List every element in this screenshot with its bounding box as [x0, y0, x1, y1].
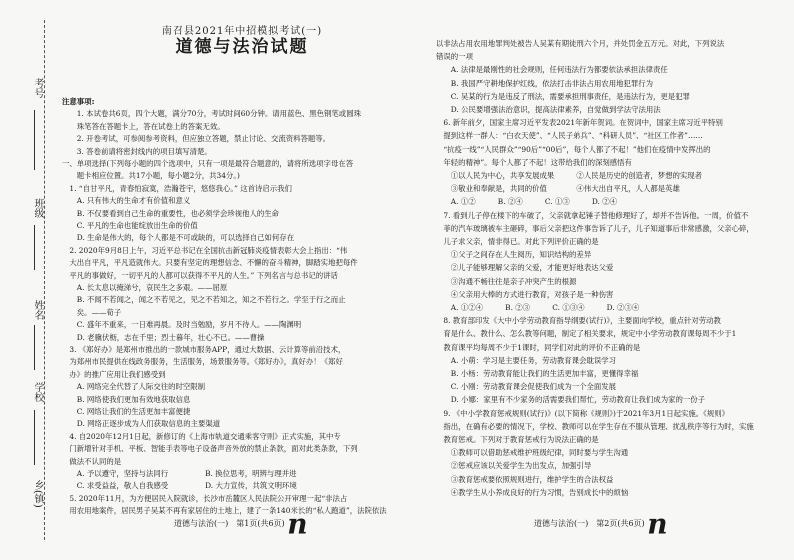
text-line: 1. “自甘平凡，青春怕寂寞，浩瀚苍宇，悠悠我心。” 这首诗启示我们 — [62, 183, 292, 193]
name-blank — [34, 325, 35, 370]
text-line: 2. 2020年9月8日上午，习近平总书记在全国抗击新冠肺炎疫情表彰大会上指出：“伟 — [62, 245, 348, 255]
text-line: A. ①② B. ②④ C. ①③ D. ②④ — [436, 197, 618, 207]
text-line: B. 我国严守耕地保护红线，依法打击非法占用农用地犯罪行为 — [436, 78, 654, 88]
text-line: C. 吴某的行为是违反了刑法，需要承担刑事责任，是违法行为，更是犯罪 — [436, 91, 690, 101]
text-line: A. 予以遵守，坚持与法同行 B. 换位思考，明辨与理并进 — [62, 469, 297, 478]
text-line: ①父子之间存在人生阅历，知识结构的差异 — [436, 250, 592, 260]
text-line: 大出自平凡，平凡造就伟大。只要有坚定的理想信念、不懈的奋斗精神，脚踏实地把每件 — [62, 258, 358, 268]
text-line: C. 盛年不重来，一日难再晨。及时当勉励，岁月不待人。——陶渊明 — [62, 320, 302, 330]
exam-number-label: 考号 — [32, 78, 43, 98]
text-line: ①以人民为中心，共享发展成果 ②人民是历史的创造者，梦想的实现者 — [436, 171, 703, 180]
text-line: C. 小刚：劳动教育课会促使我们成为一个全面发展 — [436, 382, 617, 392]
text-line: 9. 《中小学教育惩戒规则(试行)》(以下简称《规则》)于2021年3月1日起实施。《规则》 — [436, 408, 730, 418]
text-line: 指出，在确有必要的情况下，学校、教师可以在学生存在不服从管理、扰乱秩序等行为时，实施 — [436, 421, 754, 431]
text-line: D. 网络正逐步成为人们获取信息的主要渠道 — [62, 419, 221, 429]
text-line: 以非法占用农用地罪判处被告人吴某有期徒刑六个月，并处罚金五万元。对此，下列说法 — [436, 39, 725, 48]
text-line: A. 长太息以掩涕兮，哀民生之多艰。——屈原 — [62, 283, 228, 292]
text-line: D. 小娜：家里有不少家务的活需要我们帮忙，劳动教育让我们成为家的一份子 — [436, 395, 706, 405]
text-line: 教育惩戒。下列对于教育惩戒行为说法正确的是 — [436, 435, 599, 444]
page-2-footer — [534, 507, 668, 541]
exam-number-blank — [34, 110, 35, 170]
school-label: 学校 — [32, 382, 43, 402]
text-line: B. 不仅要看到自己生命的重要性，也必须学会珍视他人的生命 — [62, 208, 280, 218]
text-line: A. 法律是最刚性的社会规则，任何违法行为都要依法承担法律责任 — [436, 65, 668, 75]
page-2 — [436, 0, 784, 560]
text-line: 6. 新年前夕，国家主席习近平发表2021年新年贺词。在贺词中，国家主席习近平特别 — [436, 118, 723, 128]
text-line: 做法不认同的是 — [62, 456, 122, 466]
text-line: ④教学生从小养成良好的行为习惯，告别成长中的烦恼 — [436, 487, 629, 497]
text-line: D. 公民要增强法治意识，提高法律素养，自觉做到学法守法用法 — [436, 105, 661, 114]
text-line: 菲的汽车玻璃被车主砸碎，事后父亲把这件事告诉了儿子，儿子知道事后非常感激，父亲心碎， — [436, 223, 754, 233]
text-line: 为郑州市民提供在线政务服务，生活服务，场景服务等。《郑好办》，真好办！《郑好 — [62, 357, 343, 367]
text-line: ④父亲用大棒的方式进行教育，对孩子是一种伤害 — [436, 289, 614, 299]
text-line: 4. 自2020年12月1日起，新修订的《上海市轨道交通乘客守则》正式实施，其中专 — [62, 431, 341, 441]
class-label: 班级 — [32, 198, 43, 218]
text-line: 3. 《郑好办》是郑州市推出的一款城市服务APP，通过大数据、云计算等前沿技术， — [62, 345, 346, 354]
text-line: B. 小杨：劳动教育能让我们的生活更加丰富，更懂得幸福 — [436, 369, 639, 378]
text-line: A. 只有伟大的生命才有价值和意义 — [62, 196, 191, 206]
text-line: ①教师可以借助惩戒维护班级纪律，同时要与学生沟通 — [436, 448, 629, 458]
school-blank — [34, 410, 35, 465]
text-line: B. 网络使我们更加有效地获取信息 — [62, 394, 191, 404]
page-2-footer-text: 道德与法治(一) 第2页(共6页) — [534, 519, 645, 528]
page-1 — [62, 0, 422, 560]
class-blank — [34, 225, 35, 270]
text-line: 错误的一项 — [436, 52, 473, 62]
seal-line — [44, 20, 45, 540]
text-line: 注意事项: — [62, 97, 95, 106]
text-line: 5. 2020年11月，为方便居民入院就诊，长沙市岳麓区人民法院公开审理一起“非法占 — [62, 493, 348, 503]
text-line: 矣。——荀子 — [62, 307, 122, 317]
watermark-logo-2: n — [647, 507, 668, 541]
paper-title: 道德与法治试题 — [175, 37, 309, 57]
text-line: ③敬业和奉献是，共同的价值 ④伟大出自平凡，人人都是英雄 — [436, 184, 680, 194]
text-line: 8. 教育部印发《大中小学劳动教育指导纲要(试行)》，主要面向学校，重点针对劳动教 — [436, 316, 721, 326]
text-line: 年轻的精神”。每个人都了不起！这带给我们的深刻感悟有 — [436, 157, 632, 167]
text-line: 儿子求父亲，情非得已。对此下列评价正确的是 — [436, 237, 599, 246]
text-line: C. 平凡的生命也能绽放出生命的价值 — [62, 221, 198, 230]
binding-margin — [0, 0, 58, 560]
text-line: 一、单项选择(下列每小题的四个选项中，只有一项是最符合题意的，请将所选项字母在答 — [62, 159, 354, 168]
text-line: 题卡相应位置。共17小题，每小题2分，共34分。) — [62, 171, 240, 181]
page-1-footer-text: 道德与法治(一) 第1页(共6页) — [174, 519, 285, 528]
text-line: C. 求受益益，敬人自我感受 D. 大力宣传，共筑文明环境 — [62, 481, 297, 491]
text-line: D. 老骥伏枥，志在千里；烈士暮年，壮心不已。——曹操 — [62, 332, 265, 342]
text-line: ③沟通不畅往往是亲子冲突产生的根源 — [436, 276, 577, 286]
watermark-logo: n — [287, 507, 308, 541]
text-line: A. 小萌：学习是主要任务，劳动教育课会耽误学习 — [436, 355, 617, 365]
text-line: D. 生命是伟大的，每个人都是不可或缺的，可以选择自己如何存在 — [62, 233, 295, 243]
text-line: ②惩戒应该以关爱学生为出发点，加强引导 — [436, 461, 592, 471]
township-label: 乡(镇) — [32, 480, 43, 508]
text-line: “抗疫一线”“人民群众”“90后”“00后”，每个人都了不起！”他们在疫情中发挥出的 — [436, 144, 711, 154]
page-1-footer — [174, 507, 308, 541]
text-line: C. 网络让我们的生活更加丰富便捷 — [62, 407, 191, 416]
text-line: 珠笔答在答题卡上，答在试卷上的答案无效。 — [62, 121, 225, 131]
text-line: 用农用地案件，居民男子吴某不再有家居住的土地上，建了一条140米长的“私人跑道”，法院依法 — [62, 506, 387, 516]
text-line: 平凡的事做好，一切平凡的人都可以获得不平凡的人生。” 下列名言与总书记的讲话 — [62, 270, 338, 280]
exam-name: 南召县2021年中招模拟考试(一) — [161, 26, 323, 37]
text-line: 7. 看到儿子停在楼下的车破了，父亲就拿起锤子替他修理好了，却并不告诉他。一周，价值不 — [436, 210, 749, 220]
text-line: 教育课平均每周不少于1课时，同学们对此的评价不正确的是 — [436, 342, 641, 352]
text-line: B. 不闻不若闻之，闻之不若见之，见之不若知之，知之不若行之。学至于行之而止 — [62, 295, 346, 305]
text-line: 2. 开卷考试，可参阅参考资料，但应独立答题，禁止讨论、交流资料答题等。 — [62, 134, 331, 144]
text-line: ②儿子能够理解父亲的父爱，才能更好地表达父爱 — [436, 263, 614, 273]
text-line: ③教育惩戒要依照规则进行，维护学生的合法权益 — [436, 474, 614, 484]
text-line: 育是什么、教什么、怎么教等问题，制定了相关要求，规定中小学劳动教育课每周不少于1 — [436, 329, 737, 339]
name-label: 姓名 — [32, 300, 43, 320]
text-line: 办》的推广应用让我们感受到 — [62, 369, 166, 379]
text-line: A. ①②④ B. ②③ C. ①③④ D. ②③④ — [436, 303, 640, 312]
text-line: 门新增针对手机、平板、智能手表等电子设备声音外放的禁止条款，面对此类条款，下列 — [62, 444, 358, 454]
text-line: 3. 答卷前请将密封线内的项目填写清楚。 — [62, 146, 212, 156]
text-line: A. 网络完全代替了人际交往的时空限制 — [62, 382, 206, 392]
text-line: 1. 本试卷共6页，四个大题，满分70分，考试时间60分钟。请用蓝色、黑色钢笔或圆珠 — [62, 109, 361, 119]
text-line: 提到这样一群人：“白衣天使”、“人民子弟兵”、“科研人员”、“社区工作者”…… — [436, 131, 703, 141]
